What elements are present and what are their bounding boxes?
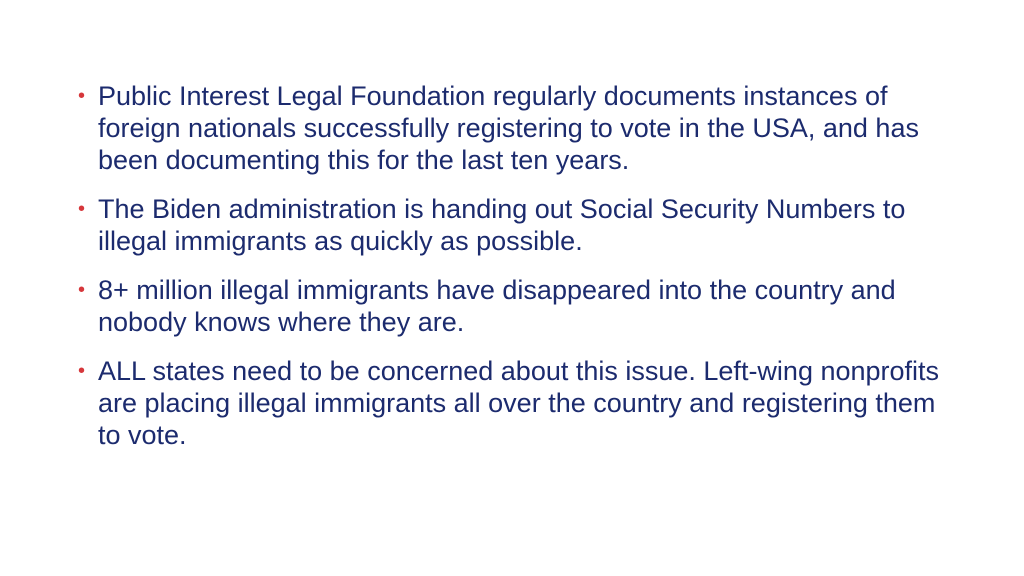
bullet-dot-icon: • bbox=[78, 279, 86, 301]
bullet-dot-icon: • bbox=[78, 360, 86, 382]
bullet-item bbox=[78, 355, 958, 451]
bullet-item bbox=[78, 193, 958, 257]
bullet-dot-icon: • bbox=[78, 85, 86, 107]
bullet-text: ALL states need to be concerned about this issue. Left-wing nonprofits are placing illegal immigrants all over the country and registering them to vote. bbox=[98, 356, 940, 450]
bullet-list bbox=[78, 80, 958, 468]
bullet-item bbox=[78, 274, 958, 338]
bullet-text: 8+ million illegal immigrants have disappeared into the country and nobody knows where they are. bbox=[98, 275, 896, 337]
bullet-text: Public Interest Legal Foundation regularly documents instances of foreign nationals successfully registering to vote in the USA, and has been documenting this for the last ten years. bbox=[98, 81, 919, 175]
bullet-text: The Biden administration is handing out Social Security Numbers to illegal immigrants as quickly as possible. bbox=[98, 194, 906, 256]
bullet-item bbox=[78, 80, 958, 176]
bullet-dot-icon: • bbox=[78, 198, 86, 220]
